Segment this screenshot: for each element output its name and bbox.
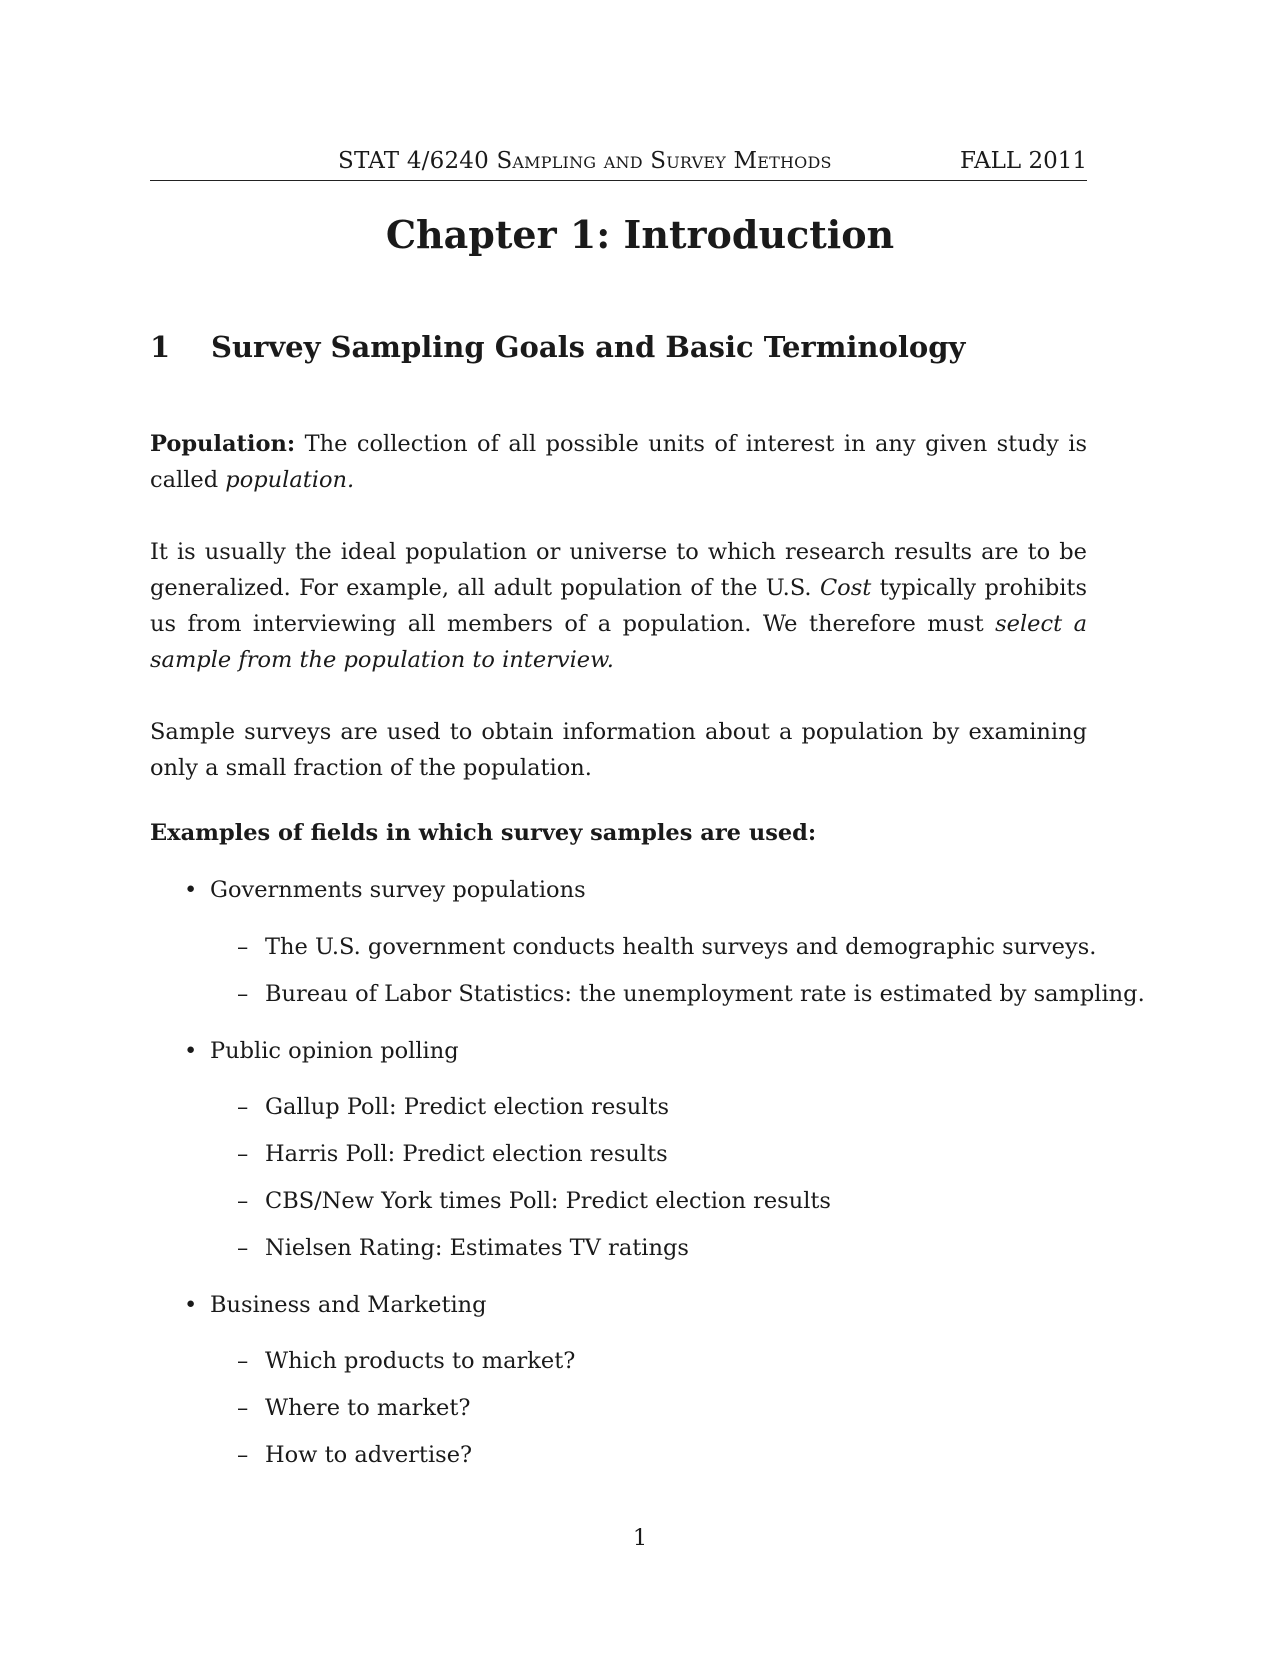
population-term: Population: xyxy=(150,431,296,457)
sub-list-item xyxy=(237,1440,472,1470)
term-label: FALL 2011 xyxy=(960,148,1087,174)
list-item xyxy=(184,1290,487,1320)
chapter-title: Chapter 1: Introduction xyxy=(385,212,895,257)
sub-list-item xyxy=(237,1186,831,1216)
section-title: Survey Sampling Goals and Basic Terminology xyxy=(211,330,966,364)
dash-icon: – xyxy=(237,1094,249,1120)
paragraph-sample-surveys: Sample surveys are used to obtain information about a population by examining only a small fraction of the population. xyxy=(150,719,1087,781)
dash-icon: – xyxy=(237,981,249,1007)
list-item xyxy=(184,1036,459,1066)
population-italic: population. xyxy=(225,467,355,493)
sub-list-item-text: Bureau of Labor Statistics: the unemployment rate is estimated by sampling. xyxy=(265,981,1145,1007)
dash-icon: – xyxy=(237,1141,249,1167)
page-number: 1 xyxy=(632,1525,648,1551)
paragraph-ideal-population xyxy=(150,534,1087,678)
dash-icon: – xyxy=(237,1348,249,1374)
dash-icon: – xyxy=(237,934,249,960)
bullet-icon: • xyxy=(184,1038,198,1064)
sub-list-item-text: Where to market? xyxy=(265,1395,471,1421)
running-header xyxy=(150,142,1087,181)
population-definition xyxy=(150,426,1087,498)
bullet-icon: • xyxy=(184,1292,198,1318)
sub-list-item xyxy=(237,1233,689,1263)
list-item-label: Business and Marketing xyxy=(210,1292,487,1318)
list-item-label: Public opinion polling xyxy=(210,1038,459,1064)
dash-icon: – xyxy=(237,1235,249,1261)
sub-list-item-text: CBS/New York times Poll: Predict election results xyxy=(265,1188,831,1214)
examples-heading: Examples of fields in which survey samples are used: xyxy=(150,820,817,846)
paragraph-text-2: typically prohibits us from interviewing all members of a population. We therefore must xyxy=(150,575,1088,637)
list-item xyxy=(184,875,586,905)
sub-list-item-text: Gallup Poll: Predict election results xyxy=(265,1094,670,1120)
sub-list-item xyxy=(237,1346,575,1376)
sub-list-item-text: Which products to market? xyxy=(265,1348,576,1374)
dash-icon: – xyxy=(237,1188,249,1214)
sub-list-item xyxy=(237,1139,668,1169)
section-number: 1 xyxy=(150,330,171,364)
population-text: The collection of all possible units of interest in any given study is called xyxy=(150,431,1088,493)
sub-list-item xyxy=(237,1092,669,1122)
sub-list-item-text: The U.S. government conducts health surveys and demographic surveys. xyxy=(265,934,1097,960)
sub-list-item-text: Nielsen Rating: Estimates TV ratings xyxy=(265,1235,689,1261)
sub-list-item xyxy=(237,932,1096,962)
sub-list-item-text: How to advertise? xyxy=(265,1442,473,1468)
bullet-icon: • xyxy=(184,877,198,903)
dash-icon: – xyxy=(237,1442,249,1468)
paragraph-text-1: It is usually the ideal population or universe to which research results are to be generalized. For example, all adult population of the U.S. xyxy=(150,539,1087,601)
sub-list-item xyxy=(237,979,1145,1009)
cost-italic: Cost xyxy=(819,575,872,601)
sub-list-item-text: Harris Poll: Predict election results xyxy=(265,1141,668,1167)
section-heading xyxy=(150,330,965,364)
sub-list-item xyxy=(237,1393,470,1423)
list-item-label: Governments survey populations xyxy=(210,877,586,903)
dash-icon: – xyxy=(237,1395,249,1421)
course-title: STAT 4/6240 Sampling and Survey Methods xyxy=(338,148,832,174)
select-sample-italic: select a sample from the population to interview. xyxy=(150,611,1087,673)
